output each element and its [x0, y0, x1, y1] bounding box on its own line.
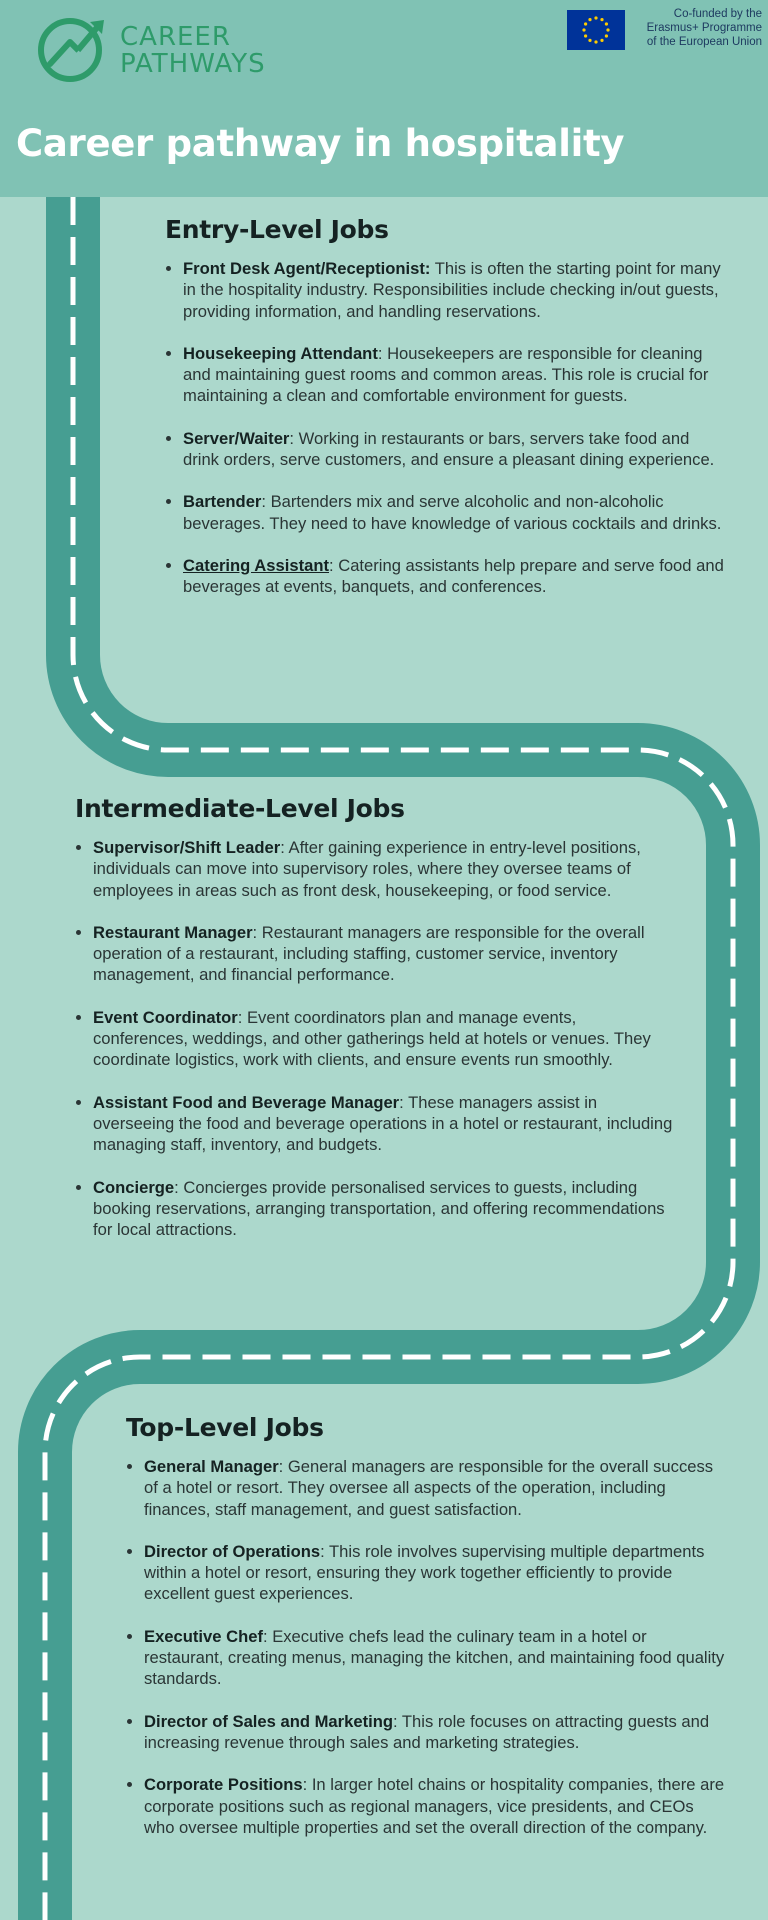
job-description: : Working in restaurants or bars, servers take food and drink orders, serve customers, and ensure a pleasant dining experience. [183, 428, 715, 470]
job-description: This is often the starting point for many in the hospitality industry. Responsibilities include checking in/out guests, providing information, and handling reservations. [183, 259, 721, 321]
logo-line-1: CAREER [120, 22, 231, 52]
job-item [183, 555, 725, 598]
logo-line-2: PATHWAYS [120, 49, 266, 79]
job-item [183, 428, 725, 471]
job-item [93, 1007, 675, 1071]
job-title: Director of Sales and Marketing [144, 1711, 393, 1731]
section-top-level [126, 1413, 726, 1859]
job-item [144, 1541, 726, 1605]
job-description: : Housekeepers are responsible for cleaning and maintaining guest rooms and common areas. This role is crucial for maintaining a clean and comfortable environment for guests. [183, 343, 709, 406]
job-description: : This role involves supervising multiple departments within a hotel or resort, ensuring they work together efficiently to provide excellent guest experiences. [144, 1541, 705, 1604]
job-title-link[interactable]: Catering Assistant [183, 555, 329, 575]
eu-line-1: Co-funded by the [673, 8, 762, 20]
section-entry-level [165, 215, 725, 619]
section-heading: Top-Level Jobs [126, 1413, 324, 1442]
job-description: : Bartenders mix and serve alcoholic and non-alcoholic beverages. They need to have knowledge of various cocktails and drinks. [183, 492, 722, 533]
section-intermediate-level [75, 794, 675, 1261]
job-title: Executive Chef [144, 1626, 263, 1646]
job-title: Supervisor/Shift Leader [93, 838, 281, 857]
job-title: Director of Operations [144, 1541, 321, 1561]
job-item [93, 837, 675, 901]
job-list [75, 837, 675, 1240]
job-description: : After gaining experience in entry-level positions, individuals can move into supervisory roles, where they oversee teams of employees in areas such as front desk, housekeeping, or food service. [93, 838, 641, 900]
job-title: Bartender [183, 492, 262, 512]
job-item [183, 258, 725, 322]
job-title: Corporate Positions [144, 1775, 303, 1795]
job-item [144, 1626, 726, 1690]
job-description: : Executive chefs lead the culinary team in a hotel or restaurant, creating menus, managing the kitchen, and maintaining food quality standards. [144, 1626, 725, 1689]
job-title: Front Desk Agent/Receptionist: [183, 259, 431, 278]
job-title: General Manager [144, 1457, 279, 1476]
job-description: : In larger hotel chains or hospitality companies, there are corporate positions such as regional managers, vice presidents, and CEOs who oversee multiple properties and set the overall direction of the company. [144, 1775, 725, 1837]
job-item [144, 1774, 726, 1838]
job-title: Event Coordinator [93, 1007, 238, 1027]
job-item [183, 491, 725, 534]
job-description: : This role focuses on attracting guests and increasing revenue through sales and marketing strategies. [144, 1711, 710, 1752]
job-list [165, 258, 725, 598]
job-list [126, 1456, 726, 1838]
job-title: Assistant Food and Beverage Manager [93, 1092, 400, 1112]
job-item [144, 1456, 726, 1520]
eu-line-2: Erasmus+ Programme [646, 22, 762, 34]
job-description: : Restaurant managers are responsible for the overall operation of a restaurant, including staffing, customer service, inventory management, and financial performance. [93, 922, 645, 985]
job-title: Restaurant Manager [93, 922, 253, 942]
job-item [144, 1711, 726, 1754]
job-description: : Catering assistants help prepare and serve food and beverages at events, banquets, and conferences. [183, 555, 724, 597]
page-title: Career pathway in hospitality [16, 122, 625, 165]
job-item [93, 1092, 675, 1156]
section-heading: Entry-Level Jobs [165, 215, 389, 244]
job-title: Server/Waiter [183, 428, 290, 448]
section-heading: Intermediate-Level Jobs [75, 794, 405, 823]
job-description: : Event coordinators plan and manage events, conferences, weddings, and other gatherings held at hotels or venues. They coordinate logistics, work with clients, and ensure events run smoothly. [93, 1007, 651, 1070]
eu-line-3: of the European Union [646, 36, 762, 48]
job-description: : These managers assist in overseeing the food and beverage operations in a hotel or restaurant, including managing staff, inventory, and budgets. [93, 1092, 673, 1155]
job-item [93, 922, 675, 986]
job-title: Concierge [93, 1177, 175, 1197]
job-item [183, 343, 725, 407]
job-description: : General managers are responsible for the overall success of a hotel or resort. They oversee all aspects of the operation, including finances, staff management, and guest satisfaction. [144, 1457, 714, 1519]
job-title: Housekeeping Attendant [183, 343, 378, 363]
job-description: : Concierges provide personalised services to guests, including booking reservations, arranging transportation, and offering recommendations for local attractions. [93, 1177, 665, 1240]
job-item [93, 1177, 675, 1241]
